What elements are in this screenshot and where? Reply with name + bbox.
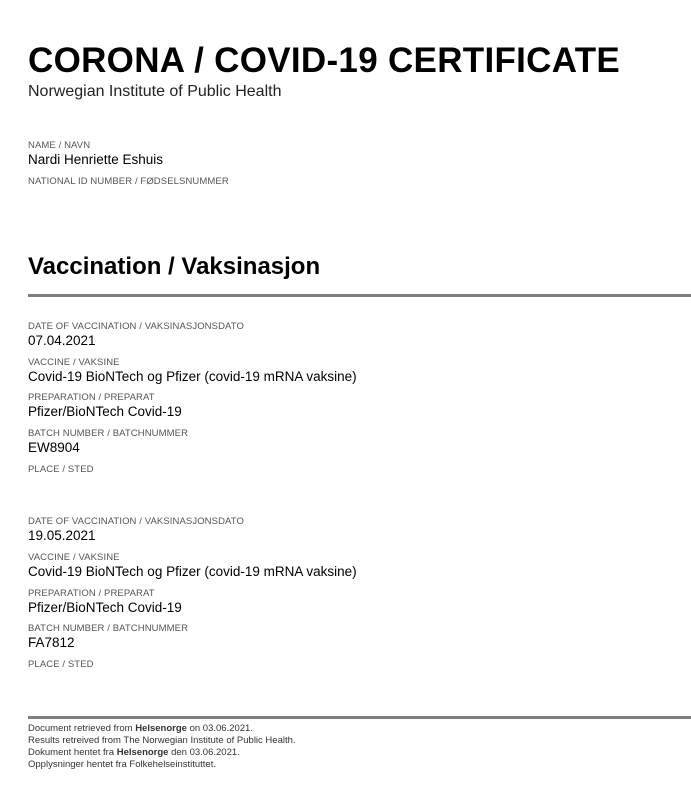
place-label: PLACE / STED	[28, 464, 94, 475]
vaccination-heading: Vaccination / Vaksinasjon	[28, 253, 321, 280]
vaccination-date: 19.05.2021	[28, 528, 96, 543]
place-label: PLACE / STED	[28, 659, 94, 670]
batch-label: BATCH NUMBER / BATCHNUMMER	[28, 428, 189, 439]
footer-line-3	[28, 747, 296, 759]
vaccine-name: Covid-19 BioNTech og Pfizer (covid-19 mRNA vaksine)	[28, 369, 357, 384]
footer-line-1	[28, 723, 296, 735]
vaccination-date: 07.04.2021	[28, 333, 96, 348]
vaccine-label: VACCINE / VAKSINE	[28, 357, 120, 368]
preparation-name: Pfizer/BioNTech Covid-19	[28, 404, 182, 419]
footer-source: Helsenorge	[135, 723, 187, 734]
footer-line-4: Opplysninger hentet fra Folkehelseinstituttet.	[28, 759, 216, 770]
date-label: DATE OF VACCINATION / VAKSINASJONSDATO	[28, 321, 244, 332]
document-footer	[28, 723, 296, 771]
preparation-label: PREPARATION / PREPARAT	[28, 392, 155, 403]
footer-divider	[28, 716, 691, 719]
footer-text: Document retrieved from	[28, 723, 136, 734]
footer-text: on 03.06.2021.	[186, 723, 253, 734]
footer-source: Helsenorge	[116, 747, 169, 758]
section-divider	[28, 294, 691, 297]
footer-text: Dokument hentet fra	[28, 747, 117, 758]
preparation-name: Pfizer/BioNTech Covid-19	[28, 600, 182, 615]
vaccine-name: Covid-19 BioNTech og Pfizer (covid-19 mRNA vaksine)	[28, 564, 357, 579]
date-label: DATE OF VACCINATION / VAKSINASJONSDATO	[28, 516, 244, 527]
vaccine-label: VACCINE / VAKSINE	[28, 552, 120, 563]
batch-number: EW8904	[28, 440, 80, 455]
issuer-subtitle: Norwegian Institute of Public Health	[28, 83, 282, 100]
batch-number: FA7812	[28, 635, 75, 650]
batch-label: BATCH NUMBER / BATCHNUMMER	[28, 623, 189, 634]
certificate-title: CORONA / COVID-19 CERTIFICATE	[28, 41, 621, 80]
name-label: NAME / NAVN	[28, 140, 91, 151]
footer-text: den 03.06.2021.	[168, 747, 240, 758]
national-id-label: NATIONAL ID NUMBER / FØDSELSNUMMER	[28, 176, 229, 187]
footer-line-2: Results retreived from The Norwegian Institute of Public Health.	[28, 735, 296, 746]
person-name: Nardi Henriette Eshuis	[28, 152, 164, 167]
preparation-label: PREPARATION / PREPARAT	[28, 588, 155, 599]
